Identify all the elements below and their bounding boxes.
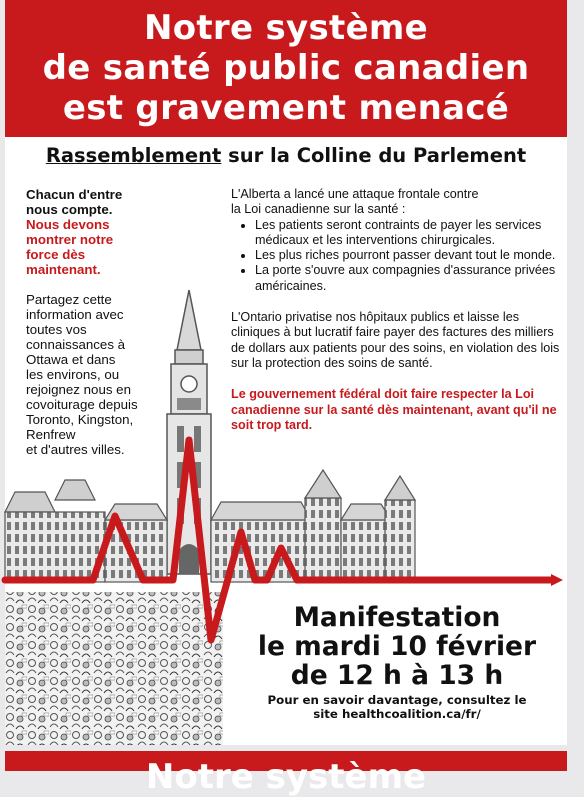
alberta-intro-1: L'Alberta a lancé une attaque frontale contre — [231, 187, 479, 201]
headline-line-2: de santé public canadien — [42, 48, 530, 88]
subheading-underlined: Rassemblement — [45, 144, 222, 167]
event-title: Manifestation — [293, 602, 501, 633]
left-red-4: maintenant. — [26, 262, 101, 277]
left-share-1: Partagez cette — [26, 292, 112, 307]
subheading-rest: sur la Colline du Parlement — [221, 144, 527, 167]
left-column — [26, 187, 204, 457]
headline-line-3: est gravement menacé — [62, 88, 510, 128]
left-share-8: covoiturage depuis — [26, 397, 138, 412]
left-red-1: Nous devons — [26, 217, 110, 232]
left-share-10: Renfrew — [26, 427, 76, 442]
crowd-sketch — [5, 592, 223, 745]
headline-banner — [5, 0, 567, 137]
left-share-9: Toronto, Kingston, — [26, 412, 134, 427]
headline-line-1: Notre système — [143, 8, 429, 48]
right-column — [231, 187, 561, 433]
left-share-5: Ottawa et dans — [26, 352, 116, 367]
more-info-line-2[interactable]: site healthcoalition.ca/fr/ — [313, 707, 481, 721]
event-date: le mardi 10 février — [257, 631, 537, 662]
event-time: de 12 h à 13 h — [290, 660, 504, 691]
left-line-a: Chacun d'entre — [26, 187, 123, 202]
alberta-bullets — [231, 218, 561, 294]
next-flyer-headline: Notre système — [145, 757, 427, 797]
left-red-2: montrer notre — [26, 232, 114, 247]
subheading — [5, 144, 567, 167]
more-info — [230, 693, 564, 721]
more-info-line-1: Pour en savoir davantage, consultez le — [267, 693, 527, 707]
next-flyer-banner — [5, 751, 567, 797]
left-line-b: nous compte. — [26, 202, 113, 217]
headline — [5, 8, 567, 128]
left-share-7: rejoignez nous en — [26, 382, 131, 397]
bullet-item: • Les plus riches pourront passer devant tout le monde. — [255, 248, 561, 263]
bullet-item: • La porte s'ouvre aux compagnies d'assurance privées américaines. — [255, 263, 561, 294]
left-share-3: toutes vos — [26, 322, 87, 337]
alberta-intro-2: la Loi canadienne sur la santé : — [231, 202, 406, 217]
left-red-3: force dès — [26, 247, 86, 262]
left-share-11: et d'autres villes. — [26, 442, 125, 457]
federal-call: Le gouvernement fédéral doit faire respecter la Loi canadienne sur la santé dès maintenant, avant qu'il ne soit trop tard. — [231, 387, 557, 432]
flyer — [5, 0, 567, 745]
left-share-4: connaissances à — [26, 337, 126, 352]
left-share-6: les environs, ou — [26, 367, 120, 382]
right-wing — [211, 470, 415, 582]
bullet-item: • Les patients seront contraints de payer les services médicaux et les interventions chirurgicales. — [255, 218, 561, 249]
left-wing — [5, 480, 167, 582]
left-share-2: information avec — [26, 307, 124, 322]
event-block — [230, 603, 564, 690]
ontario-paragraph: L'Ontario privatise nos hôpitaux publics et laisse les cliniques à but lucratif faire payer des factures des milliers de dollars aux patients pour des soins, en violation des lois sur la protection des soins de santé. — [231, 310, 560, 370]
